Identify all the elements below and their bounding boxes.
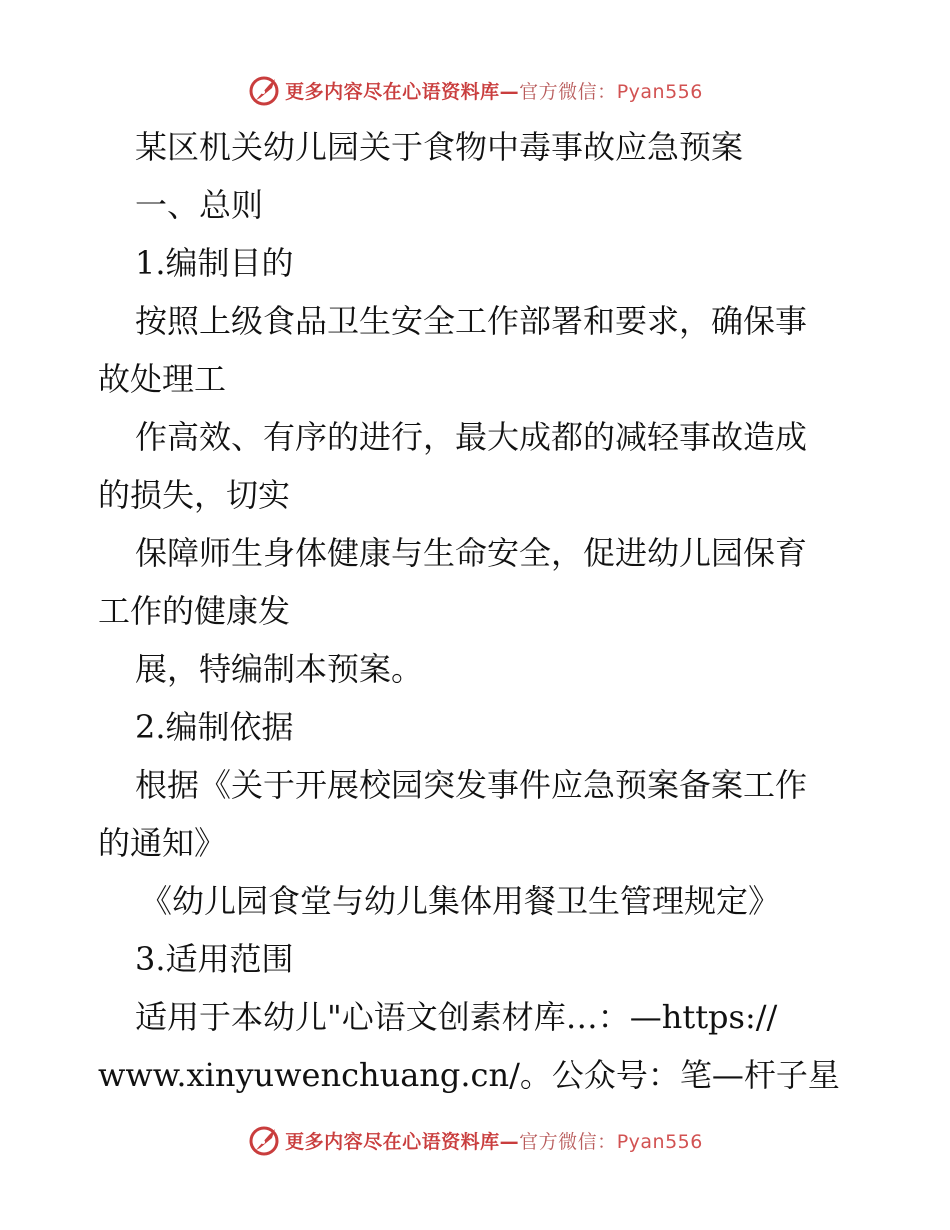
document-title: 某区机关幼儿园关于食物中毒事故应急预案 [135, 128, 744, 166]
banner-dash: — [499, 80, 520, 103]
footer-banner [0, 1120, 950, 1160]
paragraph-line: 展，特编制本预案。 [135, 650, 424, 688]
paragraph-line: 适用于本幼儿"心语文创素材库…：—https:// [135, 998, 778, 1036]
banner-wechat-id: Pyan556 [616, 80, 703, 103]
quill-pen-circle-icon [247, 73, 281, 107]
paragraph-line: 的损失，切实 [98, 476, 291, 514]
banner-wechat-label: 官方微信： [519, 1130, 617, 1153]
header-banner-text[interactable] [285, 77, 703, 104]
paragraph-line: 的通知》 [98, 824, 227, 862]
footer-banner-text[interactable] [285, 1127, 703, 1154]
quill-pen-circle-icon [247, 1123, 281, 1157]
section-heading-general: 一、总则 [135, 186, 264, 224]
subheading-basis: 2.编制依据 [135, 708, 294, 746]
banner-wechat-id: Pyan556 [616, 1130, 703, 1153]
paragraph-line: www.xinyuwenchuang.cn/。公众号：笔—杆子星 [98, 1056, 840, 1094]
header-banner [0, 70, 950, 110]
paragraph-line: 《幼儿园食堂与幼儿集体用餐卫生管理规定》 [140, 882, 781, 920]
paragraph-line: 工作的健康发 [98, 592, 291, 630]
document-body [98, 118, 858, 1104]
subheading-purpose: 1.编制目的 [135, 244, 294, 282]
paragraph-line: 故处理工 [98, 360, 227, 398]
paragraph-line: 保障师生身体健康与生命安全，促进幼儿园保育 [135, 534, 808, 572]
paragraph-line: 作高效、有序的进行，最大成都的减轻事故造成 [135, 418, 808, 456]
banner-site-name: 更多内容尽在心语资料库 [285, 80, 500, 103]
subheading-scope: 3.适用范围 [135, 940, 294, 978]
banner-wechat-label: 官方微信： [519, 80, 617, 103]
paragraph-line: 根据《关于开展校园突发事件应急预案备案工作 [135, 766, 808, 804]
paragraph-line: 按照上级食品卫生安全工作部署和要求，确保事 [135, 302, 808, 340]
banner-dash: — [499, 1130, 520, 1153]
banner-site-name: 更多内容尽在心语资料库 [285, 1130, 500, 1153]
